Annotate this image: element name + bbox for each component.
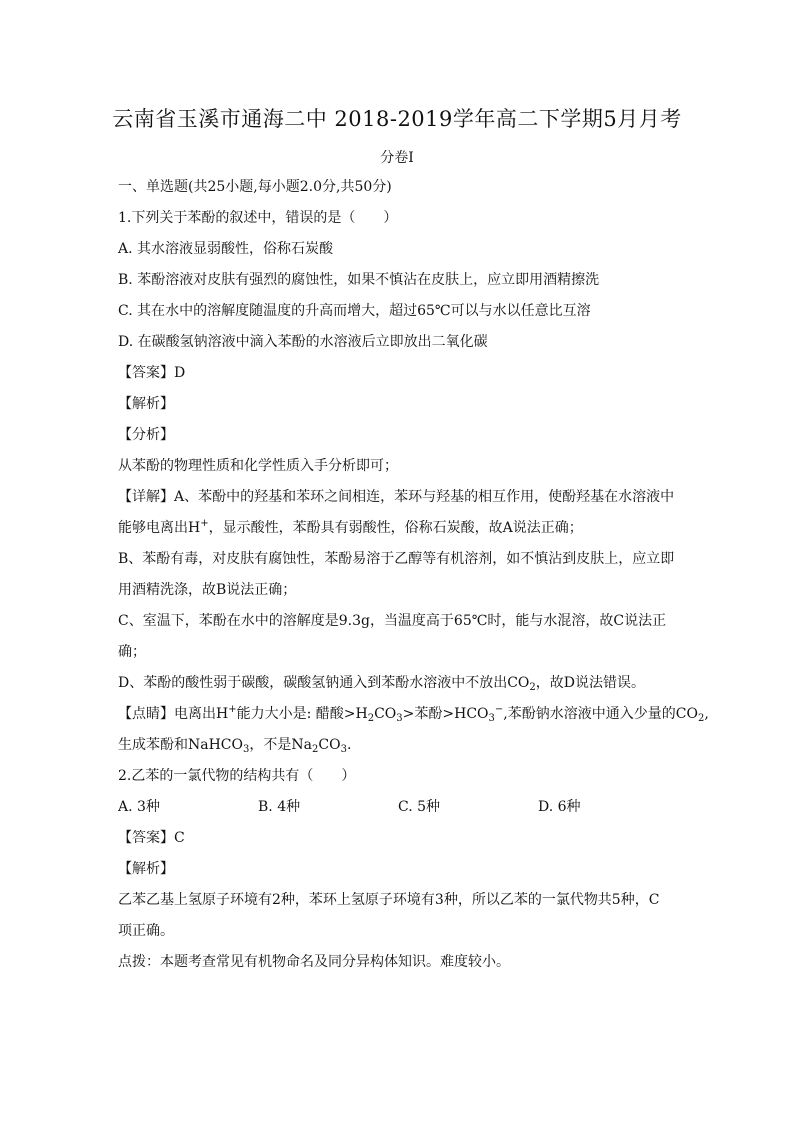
question-1-subanalysis-label: 【分析】 [118,427,174,443]
question-2-option-b: B. 4种 [258,799,301,815]
question-2-option-d: D. 6种 [538,799,581,815]
question-2-answer: 【答案】C [118,830,185,846]
document-body [118,176,709,982]
question-2-explain-line-1: 乙苯乙基上氢原子环境有2种，苯环上氢原子环境有3种，所以乙苯的一氯代物共5种，C [118,892,660,908]
question-1-option-c: C. 其在水中的溶解度随温度的升高而增大，超过65℃可以与水以任意比互溶 [118,303,591,319]
question-1-analysis-text: 从苯酚的物理性质和化学性质入手分析即可； [118,458,398,474]
question-2-analysis-label: 【解析】 [118,861,174,877]
question-1-c-line-2: 确； [118,644,146,660]
question-2-explain-line-2: 项正确。 [118,923,174,939]
question-1-stem: 1.下列关于苯酚的叙述中，错误的是（ ） [118,210,398,226]
question-1-tip-line-2: 生成苯酚和NaHCO$_3$，不是$Na_2CO_3$. [118,737,352,755]
question-1-b-line-1: B、苯酚有毒，对皮肤有腐蚀性，苯酚易溶于乙醇等有机溶剂，如不慎沾到皮肤上，应立即 [118,551,675,567]
question-2-option-c: C. 5种 [398,799,441,815]
question-1-option-a: A. 其水溶液显弱酸性，俗称石炭酸 [118,241,334,257]
question-1-option-b: B. 苯酚溶液对皮肤有强烈的腐蚀性，如果不慎沾在皮肤上，应立即用酒精擦洗 [118,272,600,288]
page-title: 云南省玉溪市通海二中 2018-2019学年高二下学期5月月考 [112,107,682,131]
question-1-tip-line-1: 【点睛】电离出H+能力大小是: 醋酸$>H_2CO_3>$苯酚$>HCO_3^-$,苯酚钠水溶液中通入少量的$CO_2$, [118,704,709,724]
tip-label: 【点睛】 [118,706,174,722]
question-1-analysis-label: 【解析】 [118,396,174,412]
question-2-comment: 点拨：本题考查常见有机物命名及同分异构体知识。难度较小。 [118,954,510,970]
part-heading: 一、单选题(共25小题,每小题2.0分,共50分) [118,179,392,195]
question-1-detail-line-2: 能够电离出H+，显示酸性，苯酚具有弱酸性，俗称石炭酸，故A说法正确； [118,518,583,536]
question-2-options [118,796,678,827]
question-1-c-line-1: C、室温下，苯酚在水中的溶解度是9.3g，当温度高于65℃时，能与水混溶，故C说法正 [118,613,667,629]
question-1-answer: 【答案】D [118,365,186,381]
question-2-option-a: A. 3种 [118,799,160,815]
question-1-d-line: D、苯酚的酸性弱于碳酸，碳酸氢钠通入到苯酚水溶液中不放出$CO_2$，故D说法错误。 [118,675,646,693]
question-1-option-d: D. 在碳酸氢钠溶液中滴入苯酚的水溶液后立即放出二氧化碳 [118,334,488,350]
question-1-detail-line-1: 【详解】A、苯酚中的羟基和苯环之间相连，苯环与羟基的相互作用，使酚羟基在水溶液中 [118,489,675,505]
question-2-stem: 2.乙苯的一氯代物的结构共有（ ） [118,768,356,784]
question-1-b-line-2: 用酒精洗涤，故B说法正确； [118,582,297,598]
section-label: 分卷I [380,150,414,166]
